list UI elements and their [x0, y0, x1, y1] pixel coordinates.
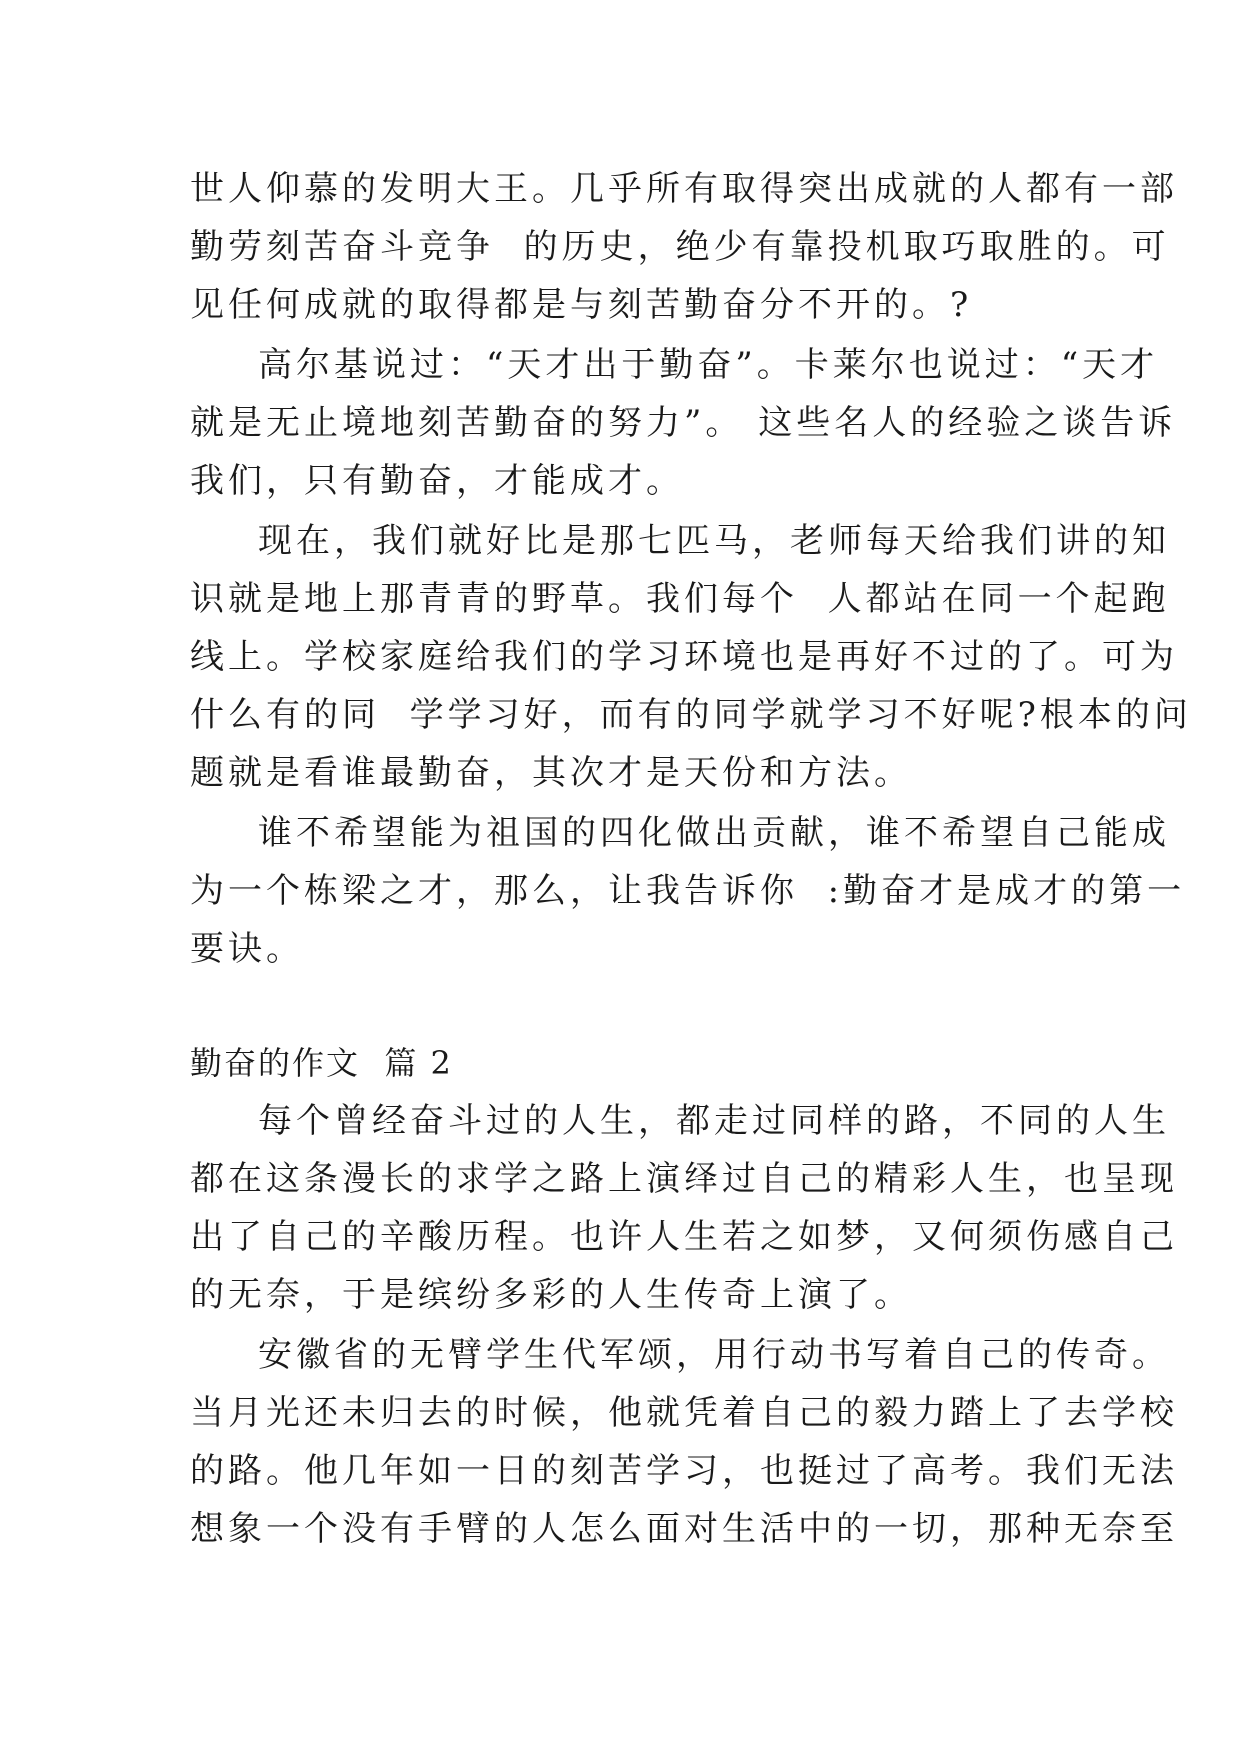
text-line: 当月光还未归去的时候，他就凭着自己的毅力踏上了去学校 [190, 1393, 1178, 1433]
text-line: 谁不希望能为祖国的四化做出贡献，谁不希望自己能成 [258, 813, 1170, 853]
text-line: 的无奈，于是缤纷多彩的人生传奇上演了。 [190, 1275, 912, 1315]
text-line: 的路。他几年如一日的刻苦学习，也挺过了高考。我们无法 [190, 1451, 1178, 1491]
text-line: 每个曾经奋斗过的人生，都走过同样的路，不同的人生 [258, 1101, 1170, 1141]
text-line: 都在这条漫长的求学之路上演绎过自己的精彩人生，也呈现 [190, 1159, 1178, 1199]
text-line: 线上。学校家庭给我们的学习环境也是再好不过的了。可为 [190, 637, 1178, 677]
paragraph [190, 512, 1192, 802]
text-line: 要诀。 [190, 929, 304, 969]
text-line: 题就是看谁最勤奋，其次才是天份和方法。 [190, 753, 912, 793]
paragraph [190, 336, 1177, 510]
paragraph [190, 1092, 1178, 1324]
text-line: 什么有的同 学学习好，而有的同学就学习不好呢?根本的问 [190, 695, 1192, 735]
text-line: 想象一个没有手臂的人怎么面对生活中的一切，那种无奈至 [190, 1509, 1178, 1549]
text-line: 识就是地上那青青的野草。我们每个 人都站在同一个起跑 [190, 579, 1170, 619]
text-line: 为一个栋梁之才，那么，让我告诉你 :勤奋才是成才的第一 [190, 871, 1186, 911]
text-line: 高尔基说过：“天才出于勤奋”。卡莱尔也说过：“天才 [258, 345, 1159, 385]
text-line: 现在，我们就好比是那七匹马，老师每天给我们讲的知 [258, 521, 1170, 561]
text-line: 就是无止境地刻苦勤奋的努力”。 这些名人的经验之谈告诉 [190, 403, 1177, 443]
text-line: 我们，只有勤奋，才能成才。 [190, 461, 684, 501]
document-body [190, 160, 1192, 1558]
text-line: 勤劳刻苦奋斗竞争 的历史，绝少有靠投机取巧取胜的。可 [190, 227, 1170, 267]
text-line: 世人仰慕的发明大王。几乎所有取得突出成就的人都有一部 [190, 169, 1178, 209]
text-line: 出了自己的辛酸历程。也许人生若之如梦，又何须伤感自己 [190, 1217, 1178, 1257]
text-line: 安徽省的无臂学生代军颂，用行动书写着自己的传奇。 [258, 1335, 1170, 1375]
paragraph [190, 804, 1186, 978]
text-line: 见任何成就的取得都是与刻苦勤奋分不开的。? [190, 285, 973, 325]
paragraph [190, 160, 1178, 334]
section-heading: 勤奋的作文 篇 2 [190, 1044, 453, 1082]
paragraph [190, 1326, 1178, 1558]
